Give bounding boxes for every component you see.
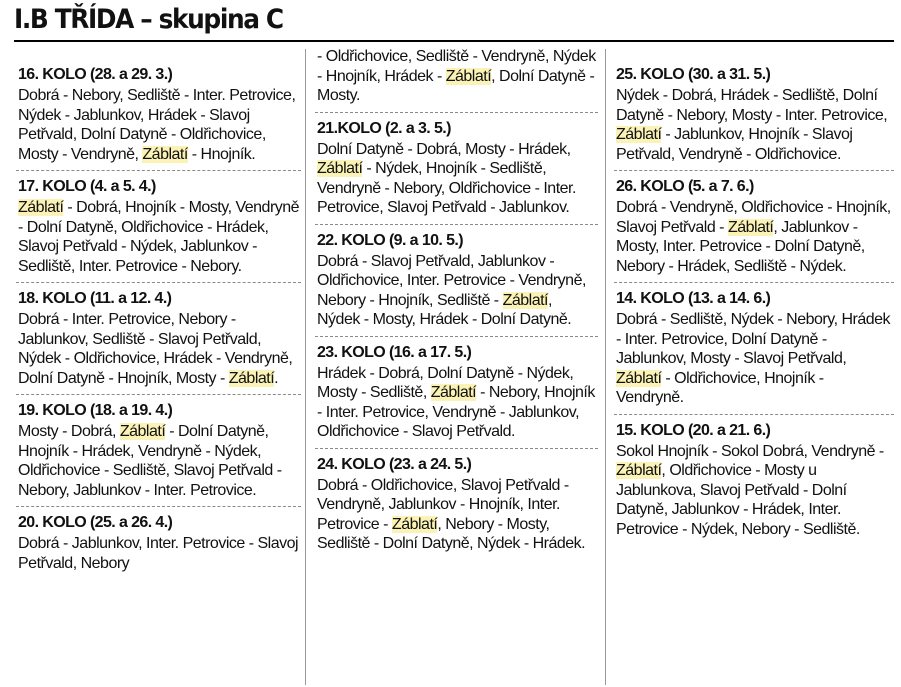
column-1 <box>16 46 301 579</box>
round-matches: Záblatí - Dobrá, Hnojník - Mosty, Vendryně - Dolní Datyně, Oldřichovice - Hrádek, Slavoj Petřvald - Nýdek, Jablunkov - Sedliště, Inter. Petrovice - Nebory. <box>18 199 300 275</box>
round-heading: 19. KOLO (18. a 19. 4.) <box>18 402 173 419</box>
column-3 <box>614 46 894 545</box>
round-heading: 21.KOLO (2. a 3. 5.) <box>317 119 451 137</box>
round-18 <box>16 283 301 395</box>
round-21 <box>315 113 598 225</box>
highlighted-team: Záblatí <box>616 126 662 143</box>
round-16 <box>16 46 301 171</box>
highlighted-team: Záblatí <box>142 145 188 163</box>
round-20 <box>16 507 301 579</box>
round-25 <box>614 46 894 171</box>
round-20-continuation <box>315 46 598 113</box>
highlighted-team: Záblatí <box>445 67 492 85</box>
highlighted-team: Záblatí <box>18 199 64 216</box>
column-divider <box>305 49 306 685</box>
round-matches: Nýdek - Dobrá, Hrádek - Sedliště, Dolní Datyně - Nebory, Mosty - Inter. Petrovice, Záblatí - Jablunkov, Hnojník - Slavoj Petřvald, Vendryně - Oldřichovice. <box>616 87 888 163</box>
round-14 <box>614 283 894 415</box>
highlighted-team: Záblatí <box>727 218 774 236</box>
round-26 <box>614 171 894 283</box>
round-heading: 20. KOLO (25. a 26. 4.) <box>18 514 173 531</box>
round-heading: 18. KOLO (11. a 12. 4.) <box>18 290 172 307</box>
highlighted-team: Záblatí <box>317 160 363 177</box>
highlighted-team: Záblatí <box>502 291 548 309</box>
round-matches: Dobrá - Oldřichovice, Slavoj Petřvald - Vendryně, Jablunkov - Hnojník, Inter. Petrovice - Záblatí, Nebory - Mosty, Sedliště - Dolní Datyně, Nýdek - Hrádek. <box>317 476 586 552</box>
round-heading: 22. KOLO (9. a 10. 5.) <box>317 231 463 249</box>
round-matches: Dobrá - Jablunkov, Inter. Petrovice - Slavoj Petřvald, Nebory <box>18 535 299 572</box>
round-matches: Hrádek - Dobrá, Dolní Datyně - Nýdek, Mosty - Sedliště, Záblatí - Nebory, Hnojník - Inter. Petrovice, Vendryně - Jablunkov, Oldřichovice - Slavoj Petřvald. <box>317 364 595 440</box>
round-heading: 16. KOLO (28. a 29. 3.) <box>18 66 173 83</box>
highlighted-team: Záblatí <box>391 515 438 533</box>
round-matches: Sokol Hnojník - Sokol Dobrá, Vendryně - Záblatí, Oldřichovice - Mosty u Jablunkova, Slavoj Petřvald - Dolní Datyně, Jablunkov - Hrádek, Inter. Petrovice - Nýdek, Nebory - Sedliště. <box>616 442 884 538</box>
round-heading: 24. KOLO (23. a 24. 5.) <box>317 455 472 473</box>
page-title: I.B TŘÍDA – skupina C <box>14 4 283 35</box>
highlighted-team: Záblatí <box>430 384 477 401</box>
title-rule <box>14 40 894 42</box>
round-heading: 17. KOLO (4. a 5. 4.) <box>18 178 156 195</box>
round-matches: Dobrá - Slavoj Petřvald, Jablunkov - Oldřichovice, Inter. Petrovice - Vendryně, Nebory - Hnojník, Sedliště - Záblatí, Nýdek - Mosty, Hrádek - Dolní Datyně. <box>317 252 586 328</box>
round-matches: Dolní Datyně - Dobrá, Mosty - Hrádek, Záblatí - Nýdek, Hnojník - Sedliště, Vendryně - Nebory, Oldřichovice - Inter. Petrovice, Slavoj Petřvald - Jablunkov. <box>317 140 576 216</box>
round-matches: Dobrá - Inter. Petrovice, Nebory - Jablunkov, Sedliště - Slavoj Petřvald, Nýdek - Oldřichovice, Hrádek - Vendryně, Dolní Datyně - Hnojník, Mosty - Záblatí. <box>18 311 293 387</box>
highlighted-team: Záblatí <box>228 369 275 387</box>
round-matches: - Oldřichovice, Sedliště - Vendryně, Nýdek - Hnojník, Hrádek - Záblatí, Dolní Datyně - Mosty. <box>317 48 596 104</box>
column-2 <box>315 46 598 560</box>
round-heading: 14. KOLO (13. a 14. 6.) <box>616 290 771 307</box>
round-22 <box>315 225 598 337</box>
highlighted-team: Záblatí <box>119 423 166 440</box>
highlighted-team: Záblatí <box>616 462 662 479</box>
round-matches: Dobrá - Nebory, Sedliště - Inter. Petrovice, Nýdek - Jablunkov, Hrádek - Slavoj Petřvald, Dolní Datyně - Oldřichovice, Mosty - Vendryně, Záblatí - Hnojník. <box>18 87 296 163</box>
round-19 <box>16 395 301 507</box>
round-23 <box>315 337 598 449</box>
round-heading: 26. KOLO (5. a 7. 6.) <box>616 178 754 195</box>
round-matches: Dobrá - Sedliště, Nýdek - Nebory, Hrádek - Inter. Petrovice, Dolní Datyně - Jablunkov, Mosty - Slavoj Petřvald, Záblatí - Oldřichovice, Hnojník - Vendryně. <box>616 311 891 406</box>
round-heading: 23. KOLO (16. a 17. 5.) <box>317 343 472 361</box>
round-matches: Dobrá - Vendryně, Oldřichovice - Hnojník, Slavoj Petřvald - Záblatí, Jablunkov - Mosty, Inter. Petrovice - Dolní Datyně, Nebory - Hrádek, Sedliště - Nýdek. <box>616 199 891 275</box>
column-divider <box>605 49 606 685</box>
round-17 <box>16 171 301 283</box>
round-heading: 25. KOLO (30. a 31. 5.) <box>616 66 771 83</box>
round-24 <box>315 449 598 560</box>
highlighted-team: Záblatí <box>616 369 662 387</box>
round-heading: 15. KOLO (20. a 21. 6.) <box>616 421 771 439</box>
round-15 <box>614 415 894 546</box>
round-matches: Mosty - Dobrá, Záblatí - Dolní Datyně, Hnojník - Hrádek, Vendryně - Nýdek, Oldřichovice - Sedliště, Slavoj Petřvald - Nebory, Jablunkov - Inter. Petrovice. <box>18 423 282 499</box>
